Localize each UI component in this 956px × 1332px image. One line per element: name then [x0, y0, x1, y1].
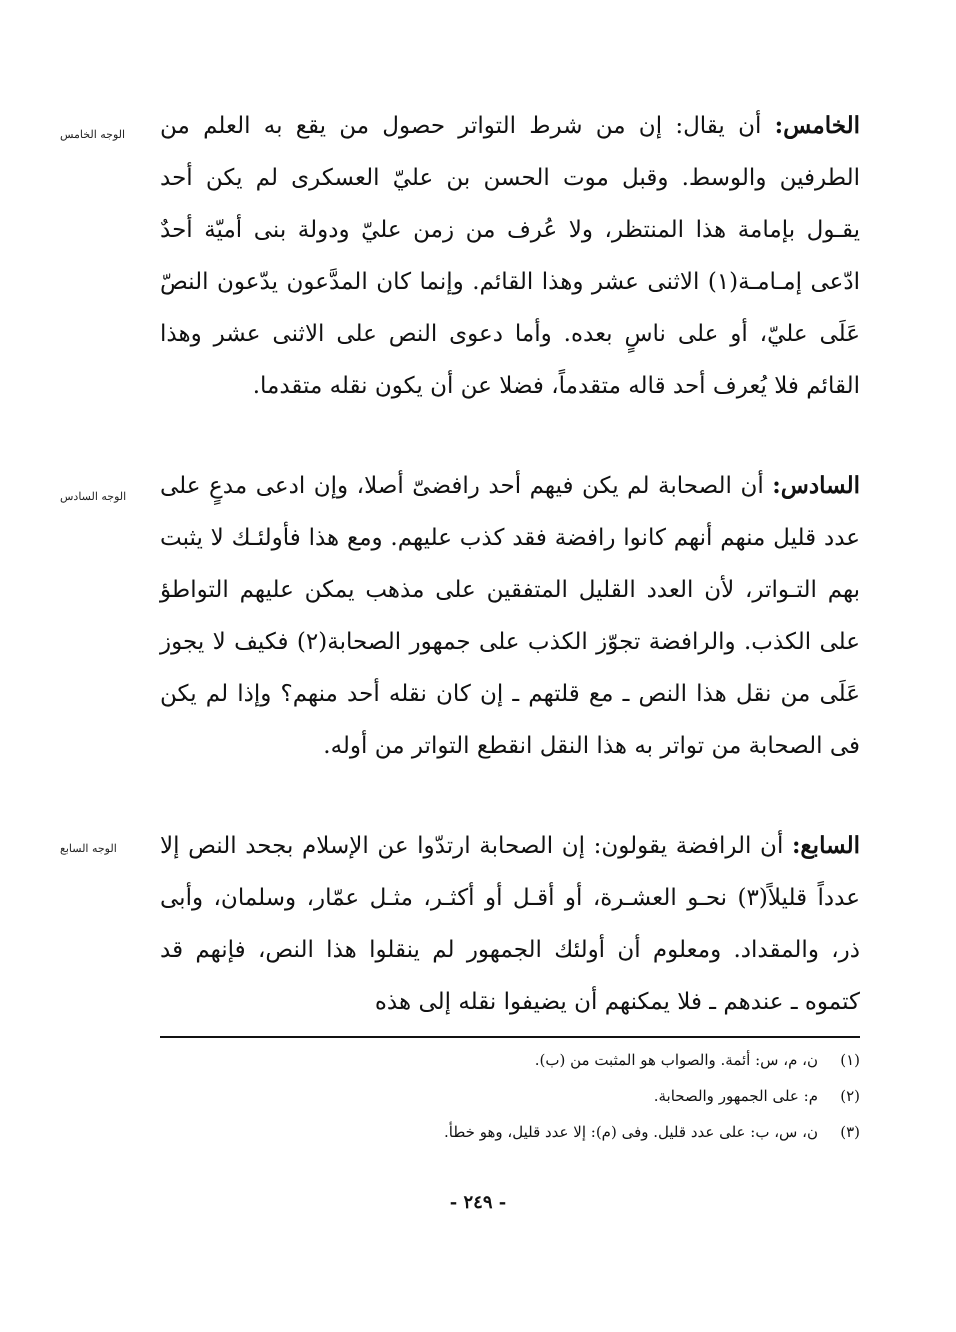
section-fifth	[60, 100, 860, 465]
footnotes	[160, 1042, 860, 1150]
footnote-item	[160, 1078, 860, 1114]
section-body: أن يقال: إن من شرط التواتر حصول من يقع به العلم من الطرفين والوسط. وقبل موت الحسن بن عليّ العسكرى لم يكن أحد يقـول بإمامة هذا المنتظر، ولا عُرف من زمن عليّ ودولة بنى أميّة أحدٌ ادّعى إمـامـة(١) الاثنى عشر وهذا القائم. وإنما كان المدَّعون يدّعون النصّ عَلَى عليّ، أو على ناسٍ بعده. وأما دعوى النص على الاثنى عشر وهذا القائم فلا يُعرف أحد قاله متقدماً، فضلا عن أن يكون نقله متقدما.	[160, 113, 860, 399]
section-title: السادس:	[772, 472, 860, 499]
footnote-item	[160, 1042, 860, 1078]
footnote-text: ن، س، ب: على عدد قليل. وفى (م): إلا عدد قليل، وهو خطأ.	[444, 1123, 818, 1141]
footnote-item	[160, 1114, 860, 1150]
page-number: - ٢٤٩ -	[449, 1192, 507, 1213]
section-sixth	[60, 460, 860, 825]
section-text	[160, 100, 860, 412]
section-body: أن الصحابة لم يكن فيهم أحد رافضىّ أصلا، وإن ادعى مدعٍ على عدد قليل منهم أنهم كانوا رافضة فقد كذب عليهم. ومع هذا فأولئـك لا يثبت بهم التـواتر، لأن العدد القليل المتفقين على مذهب يمكن عليهم التواطؤ على الكذب. والرافضة تجوّز الكذب على جمهور الصحابة(٢) فكيف لا يجوز عَلَى من نقل هذا النص ـ مع قلتهم ـ إن كان نقله أحد منهم؟ وإذا لم يكن فى الصحابة من تواتر به هذا النقل انقطع التواتر من أوله.	[160, 473, 860, 759]
footnote-text: م: على الجمهور والصحابة.	[653, 1087, 818, 1105]
section-title: السابع:	[791, 832, 860, 859]
footnote-number: (١)	[840, 1051, 860, 1069]
margin-note: الوجه السادس	[60, 490, 127, 503]
margin-note: الوجه الخامس	[60, 128, 126, 141]
section-title: الخامس:	[774, 112, 860, 139]
footnote-divider	[160, 1036, 860, 1038]
section-text	[160, 460, 860, 772]
footnote-number: (٣)	[840, 1123, 860, 1141]
section-text	[160, 820, 860, 1028]
margin-note: الوجه السابع	[60, 842, 117, 855]
section-body: أن الرافضة يقولون: إن الصحابة ارتدّوا عن الإسلام بجحد النص إلا عدداً قليلاً(٣) نحـو العشـرة، أو أقـل أو أكثـر، مثـل عمّار، وسلمان، وأبى ذر، والمقداد. ومعلوم أن أولئك الجمهور لم ينقلوا هذا النص، فإنهم قد كتموه ـ عندهم ـ فلا يمكنهم أن يضيفوا نقله إلى هذه	[160, 833, 860, 1015]
section-seventh	[60, 820, 860, 1030]
footnote-text: ن، م، س: أئمة. والصواب هو المثبت من (ب).	[534, 1051, 818, 1069]
footnote-number: (٢)	[840, 1087, 860, 1105]
